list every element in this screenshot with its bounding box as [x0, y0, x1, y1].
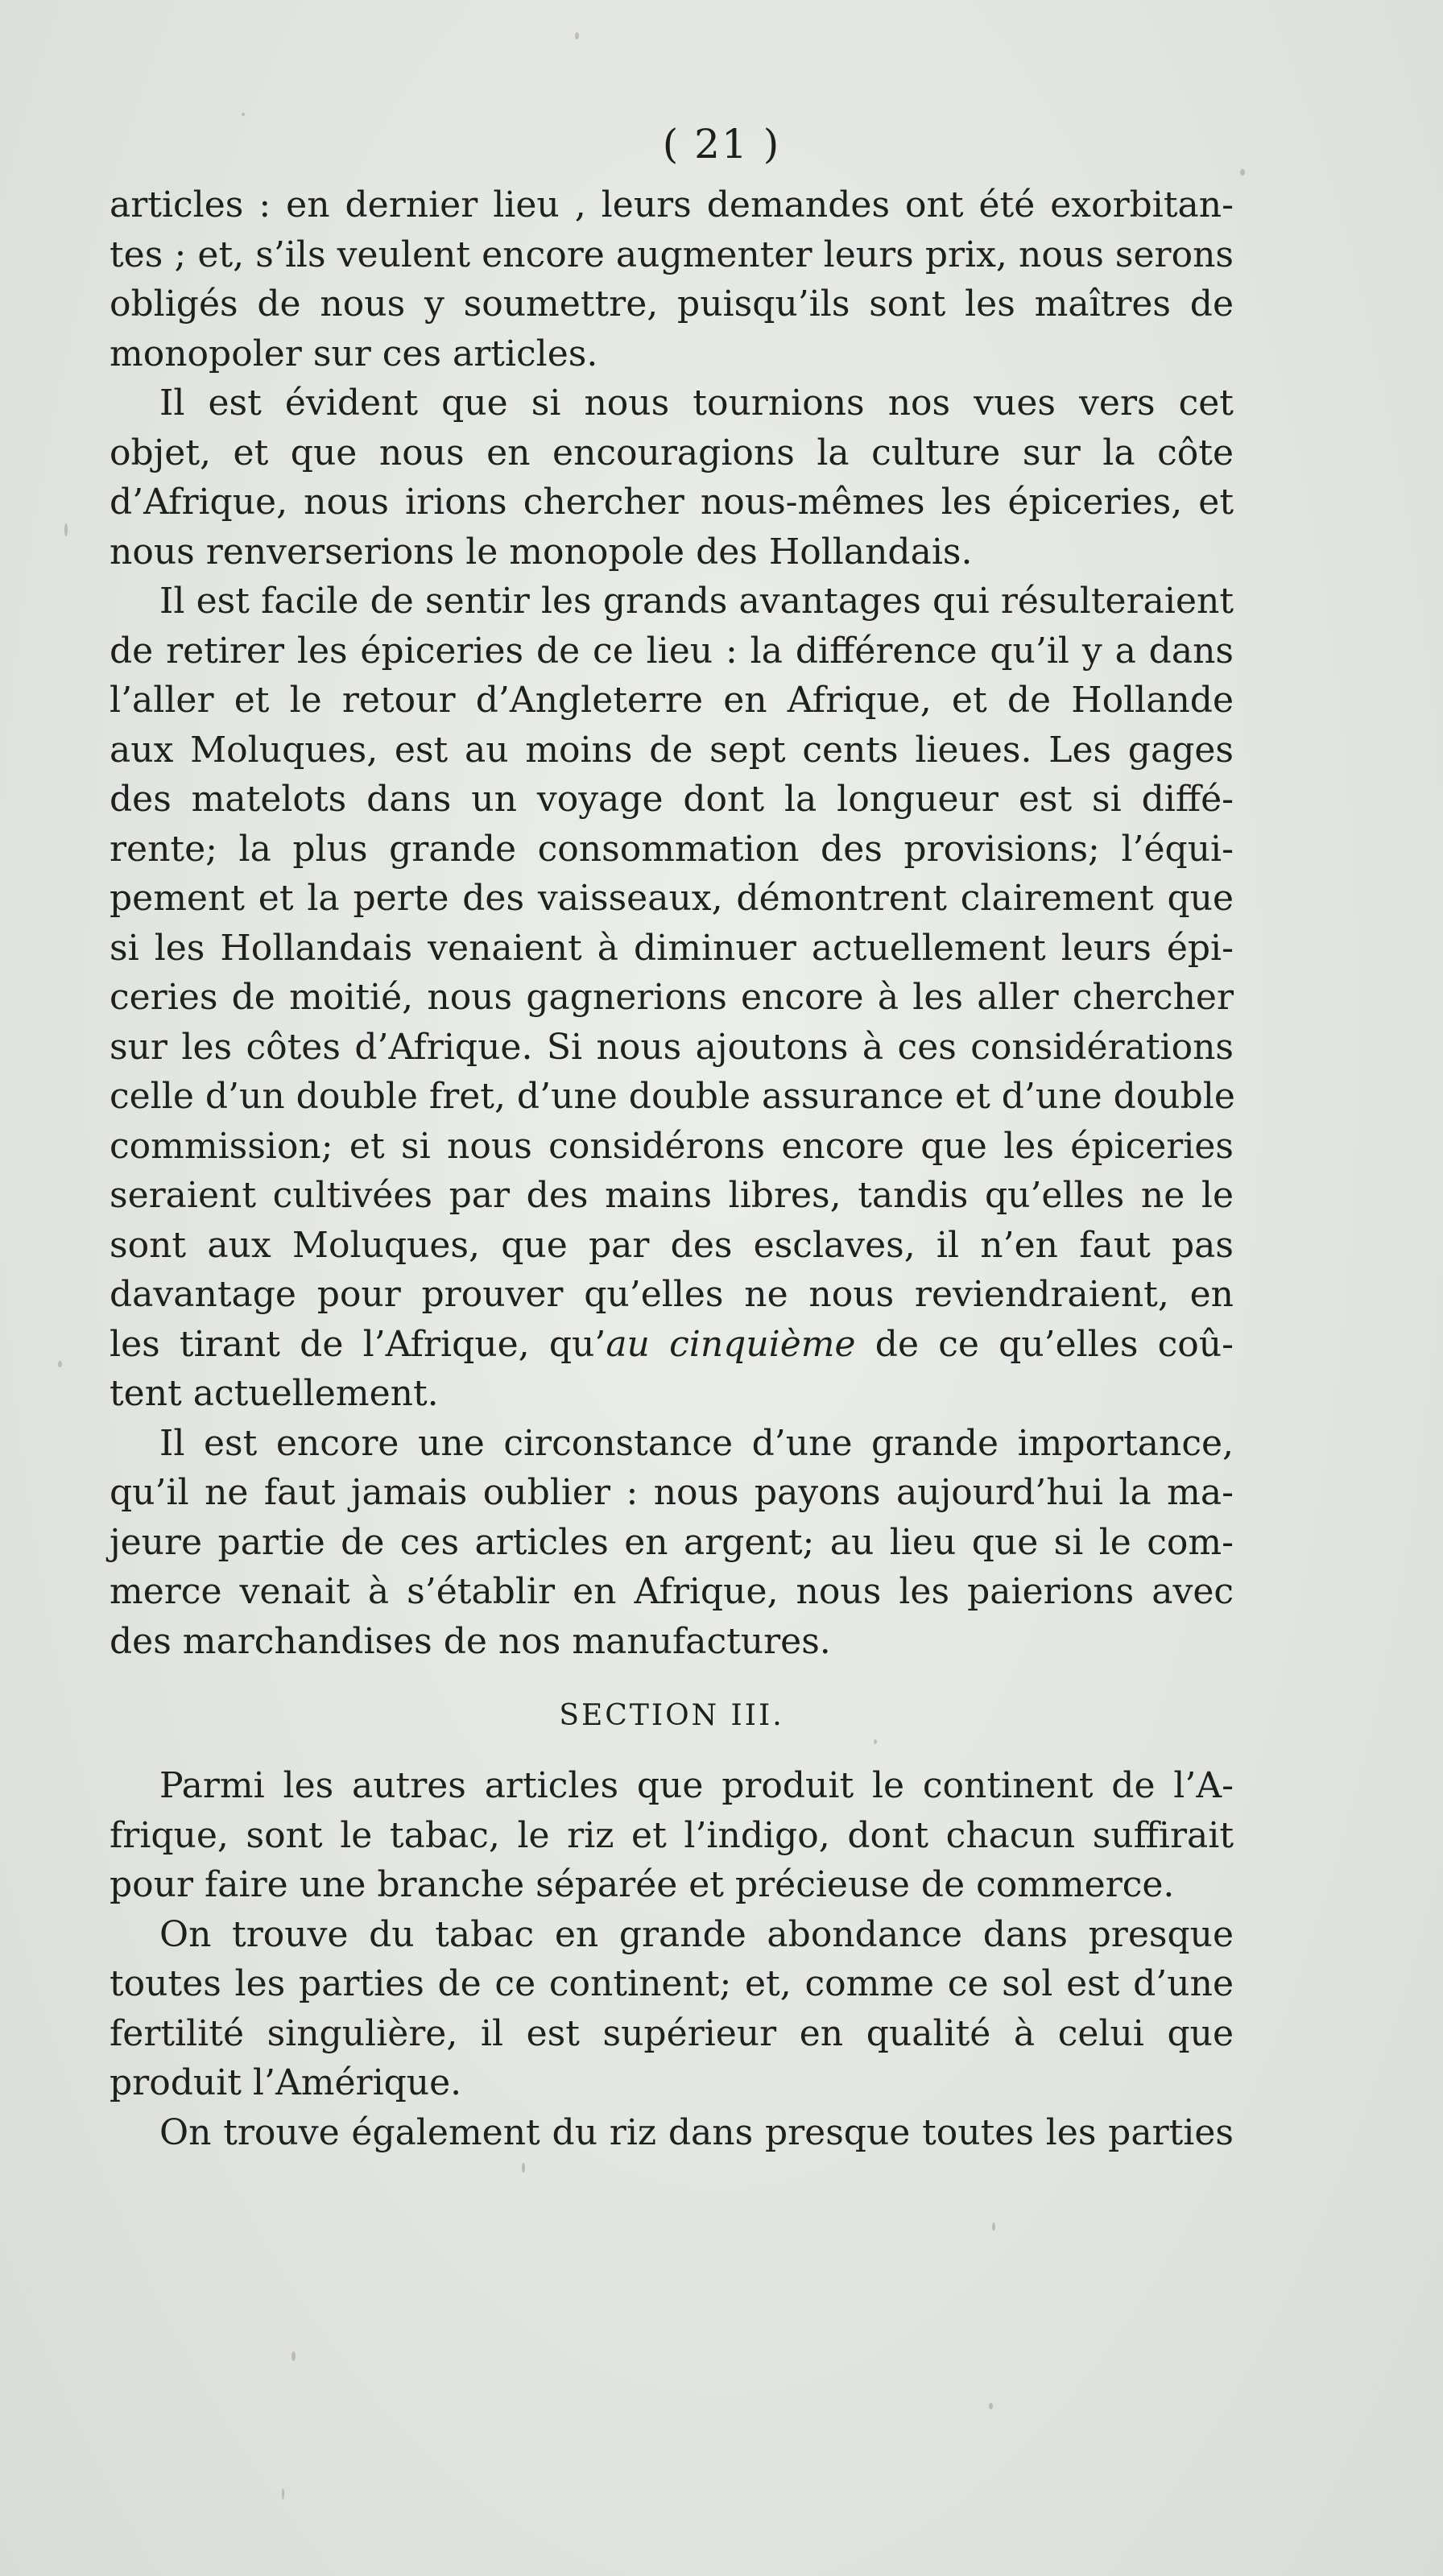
- text-line: seraient cultivées par des mains libres, tandis qu’elles ne le: [110, 1175, 1234, 1216]
- text-line: objet, et que nous en encouragions la culture sur la côte: [110, 432, 1234, 473]
- paper-speck: [522, 2163, 525, 2173]
- paper-speck: [1240, 169, 1245, 176]
- body-text: [110, 180, 1234, 2157]
- paper-speck: [282, 2488, 284, 2500]
- paragraph: [110, 180, 1234, 378]
- text-after-section: [110, 1761, 1234, 2157]
- text-line: des marchandises de nos manufactures.: [110, 1620, 831, 1662]
- text-line: tent actuellement.: [110, 1373, 439, 1414]
- text-line: ceries de moitié, nous gagnerions encore à les aller chercher: [110, 977, 1234, 1018]
- paper-speck: [64, 523, 68, 536]
- paper-speck: [575, 32, 579, 39]
- text-line: rente; la plus grande consommation des provisions; l’équi-: [110, 828, 1234, 870]
- page-number: ( 21 ): [662, 121, 781, 167]
- text-line: sont aux Moluques, que par des esclaves, il n’en faut pas: [110, 1224, 1234, 1266]
- text-before-section: [110, 180, 1234, 1666]
- text-line: aux Moluques, est au moins de sept cents lieues. Les gages: [110, 729, 1234, 771]
- text-line: toutes les parties de ce continent; et, comme ce sol est d’une: [110, 1963, 1234, 2004]
- text-line: On trouve du tabac en grande abondance dans presque: [159, 1913, 1234, 1955]
- text-line: l’aller et le retour d’Angleterre en Afrique, et de Hollande: [110, 680, 1234, 721]
- text-line: On trouve également du riz dans presque toutes les parties: [159, 2111, 1234, 2153]
- text-line: frique, sont le tabac, le riz et l’indigo, dont chacun suffirait: [110, 1814, 1234, 1856]
- paper-speck: [242, 113, 245, 116]
- italic-phrase: au cinquième: [606, 1323, 856, 1365]
- text-line: pement et la perte des vaisseaux, démontrent clairement que: [110, 878, 1234, 919]
- paper-speck: [58, 1361, 62, 1367]
- text-line: obligés de nous y soumettre, puisqu’ils sont les maîtres de: [110, 283, 1234, 325]
- text-line: produit l’Amérique.: [110, 2062, 462, 2103]
- text-line: qu’il ne faut jamais oublier : nous payons aujourd’hui la ma-: [110, 1472, 1234, 1513]
- paragraph: [110, 2108, 1234, 2158]
- paper-speck: [989, 2403, 993, 2409]
- text-line: fertilité singulière, il est supérieur en qualité à celui que: [110, 2012, 1234, 2054]
- text-line: jeure partie de ces articles en argent; au lieu que si le com-: [110, 1521, 1234, 1563]
- paragraph: [110, 1419, 1234, 1667]
- text-line: des matelots dans un voyage dont la longueur est si diffé-: [110, 779, 1234, 820]
- text-line: d’Afrique, nous irions chercher nous-mêmes les épiceries, et: [110, 482, 1234, 523]
- text-line: pour faire une branche séparée et précieuse de commerce.: [110, 1864, 1175, 1905]
- text-line: sur les côtes d’Afrique. Si nous ajoutons à ces considérations: [110, 1026, 1234, 1068]
- text-line: Il est encore une circonstance d’une grande importance,: [159, 1422, 1234, 1464]
- text-line: Parmi les autres articles que produit le continent de l’A-: [159, 1765, 1234, 1806]
- text-line: nous renverserions le monopole des Hollandais.: [110, 531, 973, 573]
- text-line: tes ; et, s’ils veulent encore augmenter leurs prix, nous serons: [110, 234, 1234, 275]
- text-line: [110, 1320, 1234, 1370]
- text-line: davantage pour prouver qu’elles ne nous reviendraient, en: [110, 1274, 1234, 1315]
- text-line: celle d’un double fret, d’une double assurance et d’une double: [110, 1076, 1235, 1117]
- text-line: articles : en dernier lieu , leurs demandes ont été exorbitan-: [110, 184, 1234, 225]
- text-line: si les Hollandais venaient à diminuer actuellement leurs épi-: [110, 927, 1234, 969]
- paper-speck: [992, 2222, 995, 2231]
- paper-speck: [291, 2351, 296, 2361]
- text-segment: les tirant de l’Afrique, qu’: [110, 1323, 606, 1365]
- text-line: merce venait à s’établir en Afrique, nous les paierions avec: [110, 1571, 1234, 1612]
- text-line: monopoler sur ces articles.: [110, 333, 598, 374]
- paragraph: [110, 577, 1234, 1419]
- text-line: Il est évident que si nous tournions nos vues vers cet: [159, 382, 1234, 424]
- paragraph: [110, 1910, 1234, 2108]
- text-line: commission; et si nous considérons encore que les épiceries: [110, 1125, 1234, 1167]
- paragraph: [110, 1761, 1234, 1910]
- section-heading: SECTION III.: [559, 1699, 784, 1732]
- text-line: Il est facile de sentir les grands avantages qui résulteraient: [159, 581, 1234, 622]
- text-segment: de ce qu’elles coû-: [855, 1323, 1234, 1365]
- paragraph: [110, 378, 1234, 577]
- text-line: de retirer les épiceries de ce lieu : la différence qu’il y a dans: [110, 630, 1234, 672]
